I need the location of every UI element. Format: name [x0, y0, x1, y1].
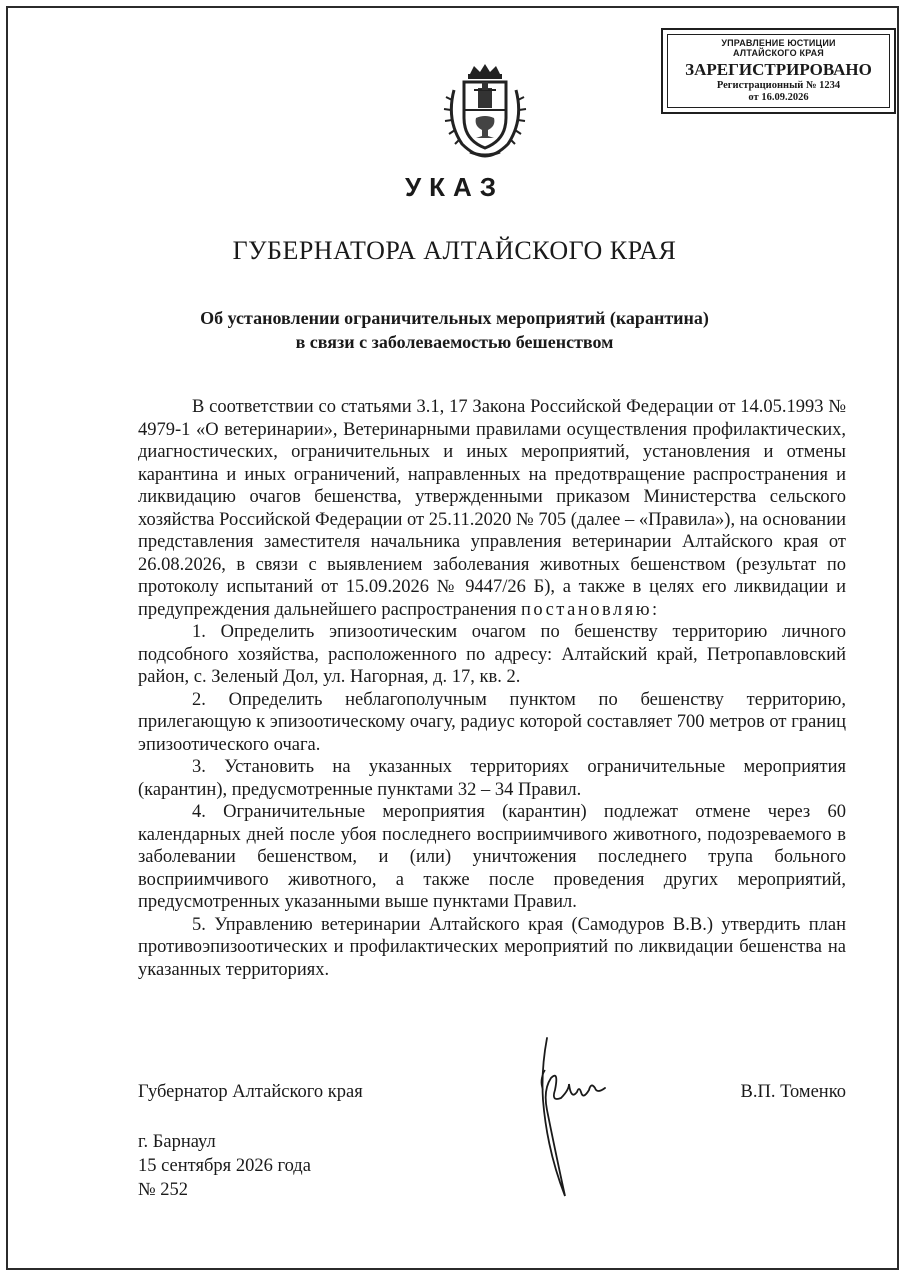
- stamp-org-line2: АЛТАЙСКОГО КРАЯ: [733, 48, 824, 58]
- decree-word: постановляю:: [520, 599, 660, 620]
- stamp-status: ЗАРЕГИСТРИРОВАНО: [685, 60, 872, 79]
- document-body: [138, 396, 846, 981]
- decree-item: 4. Ограничительные мероприятия (карантин) подлежат отмене через 60 календарных дней после убоя последнего восприимчивого животного, подозреваемого в заболевании бешенством, и (или) уничтожения последнего трупа больного восприимчивого животного, а также после проведения других мероприятий, предусмотренных указанными выше пунктами Правил.: [138, 802, 846, 912]
- heading-line-1: Об установлении ограничительных мероприятий (карантина): [200, 308, 709, 328]
- handwritten-signature-icon: [525, 1030, 615, 1200]
- document-issuer: ГУБЕРНАТОРА АЛТАЙСКОГО КРАЯ: [232, 236, 677, 265]
- heading-line-2: в связи с заболеваемостью бешенством: [295, 332, 614, 352]
- document-footer: [138, 1130, 311, 1202]
- decree-item: 5. Управлению ветеринарии Алтайского края (Самодуров В.В.) утвердить план противоэпизоотических и профилактических мероприятий по ликвидации бешенства на указанных территориях.: [138, 914, 846, 980]
- preamble-paragraph: [138, 396, 846, 621]
- coat-of-arms-icon: [440, 60, 530, 160]
- stamp-reg-date: от 16.09.2026: [748, 92, 809, 103]
- footer-date: 15 сентября 2026 года: [138, 1156, 311, 1176]
- decree-item: 3. Установить на указанных территориях ограничительные мероприятия (карантин), предусмотренные пунктами 32 – 34 Правил.: [138, 757, 846, 800]
- decree-item: 1. Определить эпизоотическим очагом по бешенству территорию личного подсобного хозяйства, расположенного по адресу: Алтайский край, Петропавловский район, с. Зеленый Дол, ул. Нагорная, д. 17, кв. 2.: [138, 622, 846, 687]
- footer-number: № 252: [138, 1180, 189, 1200]
- document-heading: [120, 306, 789, 354]
- document-type: УКАЗ: [404, 172, 505, 202]
- signer-name: В.П. Томенко: [740, 1082, 846, 1102]
- footer-city: г. Барнаул: [138, 1132, 216, 1152]
- decree-item: 2. Определить неблагополучным пунктом по бешенству территорию, прилегающую к эпизоотическому очагу, радиус которой составляет 700 метров от границ эпизоотического очага.: [138, 689, 846, 755]
- registration-stamp: [661, 28, 896, 114]
- preamble-text: В соответствии со статьями 3.1, 17 Закона Российской Федерации от 14.05.1993 № 4979-1 «О ветеринарии», Ветеринарными правилами осуществления профилактических, диагностических, ограничительных и иных мероприятий, установления и отмены карантина и иных ограничений, направленных на предотвращение распространения и ликвидацию очагов бешенства, утвержденными приказом Министерства сельского хозяйства Российской Федерации от 25.11.2020 № 705 (далее – «Правила»), на основании представления заместителя начальника управления ветеринарии Алтайского края от 26.08.2026, в связи с выявлением заболевания животных бешенством (результат по протоколу испытаний от 15.09.2026 № 9447/26 Б), а также в целях его ликвидации и предупреждения дальнейшего распространения: [138, 397, 846, 620]
- stamp-org-line1: УПРАВЛЕНИЕ ЮСТИЦИИ: [721, 38, 836, 48]
- signer-position: Губернатор Алтайского края: [138, 1082, 363, 1102]
- stamp-reg-number: Регистрационный № 1234: [716, 80, 841, 91]
